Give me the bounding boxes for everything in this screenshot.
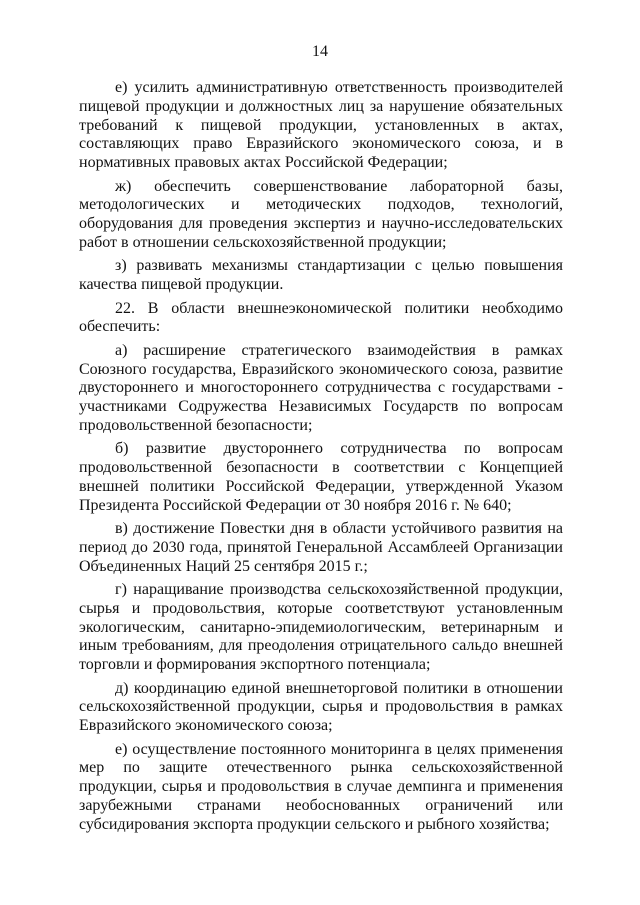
paragraph-z-standardization: з) развивать механизмы стандартизации с целью повышения качества пищевой продукции. xyxy=(79,257,563,294)
paragraph-e-liability: е) усилить административную ответственность производителей пищевой продукции и должностных лиц за нарушение обязательных требований к пищевой продукции, установленных в актах, составляющих право Евразийского экономического союза, и в нормативных правовых актах Российской Федерации; xyxy=(79,79,563,172)
document-body xyxy=(79,79,563,839)
paragraph-g-production: г) наращивание производства сельскохозяйственной продукции, сырья и продовольствия, которые соответствуют установленным экологическим, санитарно-эпидемиологическим, ветеринарным и иным требованиям, для преодоления отрицательного сальдо внешней торговли и формирования экспортного потенциала; xyxy=(79,581,563,674)
page-number: 14 xyxy=(312,43,328,60)
paragraph-d-trade-policy: д) координацию единой внешнеторговой политики в отношении сельскохозяйственной продукции, сырья и продовольствия в рамках Евразийского экономического союза; xyxy=(79,679,563,735)
paragraph-a-cooperation: а) расширение стратегического взаимодействия в рамках Союзного государства, Евразийского экономического союза, развитие двустороннего и многостороннего сотрудничества с государствами - участниками Содружества Независимых Государств по вопросам продовольственной безопасности; xyxy=(79,341,563,434)
paragraph-zh-laboratory: ж) обеспечить совершенствование лабораторной базы, методологических и методических подходов, технологий, оборудования для проведения экспертиз и научно-исследовательских работ в отношении сельскохозяйственной продукции; xyxy=(79,177,563,251)
paragraph-e-monitoring: е) осуществление постоянного мониторинга в целях применения мер по защите отечественного рынка сельскохозяйственной продукции, сырья и продовольствия в случае демпинга и применения зарубежными странами необоснованных ограничений или субсидирования экспорта продукции сельского и рыбного хозяйства; xyxy=(79,740,563,833)
paragraph-b-bilateral: б) развитие двустороннего сотрудничества по вопросам продовольственной безопасности в соответствии с Концепцией внешней политики Российской Федерации, утвержденной Указом Президента Российской Федерации от 30 ноября 2016 г. № 640; xyxy=(79,440,563,514)
paragraph-22-foreign-policy: 22. В области внешнеэкономической политики необходимо обеспечить: xyxy=(79,299,563,336)
paragraph-v-agenda-2030: в) достижение Повестки дня в области устойчивого развития на период до 2030 года, принятой Генеральной Ассамблеей Организации Объединенных Наций 25 сентября 2015 г.; xyxy=(79,520,563,575)
